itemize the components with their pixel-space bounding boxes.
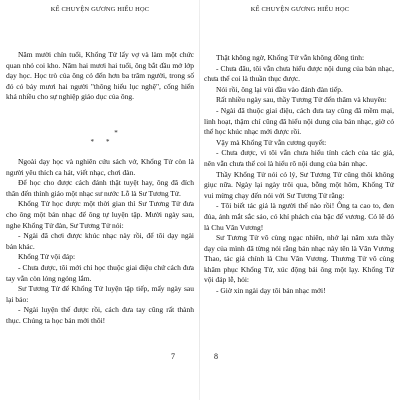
page-number-left: 7 <box>171 352 175 361</box>
paragraph: - Chưa được, tôi mới chỉ học thuộc giai điệu chứ cách đưa tay vẫn còn lóng ngóng lắm. <box>6 262 194 283</box>
paragraph: Sư Tương Tử để Khổng Tử luyện tập tiếp, mấy ngày sau lại bảo: <box>6 284 194 304</box>
paragraph: Khổng Tử học được một thời gian thì Sư Tương Tử đưa cho ông một bản nhạc để ông tự luyện tập. Mười ngày sau, nghe Khổng Tử đàn, Sư Tương Tử nói: <box>6 199 194 230</box>
section-ornament: ** <box>90 137 122 146</box>
paragraph: Ngoài dạy học và nghiên cứu sách vở, Khổng Tử còn là người yêu thích ca hát, viết nhạc, chơi đàn. <box>6 156 194 177</box>
right-page-body <box>204 53 394 297</box>
right-page <box>202 0 398 400</box>
paragraph: Nói rồi, ông lại vùi đầu vào đánh đàn tiếp. <box>216 84 343 94</box>
paragraph: - Ngài đã thuộc giai điệu, cách đưa tay cũng đã mềm mại, linh hoạt, thậm chí cũng đã hiểu nội dung của bản nhạc, giờ có thể học khúc nhạc mới được rồi. <box>204 105 394 137</box>
paragraph: Năm mười chín tuổi, Khổng Tử lấy vợ và làm một chức quan nhỏ coi kho. Năm hai mươi hai tuổi, ông bắt đầu mở lớp dạy học. Học trò của ông có đến hơn ba trăm người, trong số đó có bảy mươi hai người "thông hiểu lục nghệ", cống hiến khá nhiều cho sự nghiệp giáo dục của ông. <box>6 50 194 102</box>
paragraph: - Tôi biết tác giả là người thế nào rồi! Ông ta cao to, đen đủa, ánh mắt sắc sảo, có khí phách của bậc đế vương. Có lẽ đó là Chu Văn Vương! <box>204 201 394 232</box>
book-gutter <box>199 0 200 400</box>
paragraph: - Chưa đâu, tôi vẫn chưa hiểu được nội dung của bản nhạc, chưa thể coi là thuần thục được. <box>204 63 394 84</box>
running-head-right: KỂ CHUYỆN GƯƠNG HIẾU HỌC <box>250 6 350 13</box>
paragraph: Để học cho được cách đánh thật tuyệt hay, ông đã đích thân đến thỉnh giáo một nhạc sư nước Lỗ là Sư Tương Tử. <box>6 178 194 198</box>
paragraph: - Giờ xin ngài dạy tôi bản nhạc mới! <box>216 286 326 296</box>
paragraph: Thật không ngờ, Khổng Tử vẫn không đồng tình: <box>216 53 365 62</box>
running-head-left: KỂ CHUYỆN GƯƠNG HIẾU HỌC <box>50 6 150 13</box>
left-page <box>2 0 198 400</box>
paragraph: Khổng Tử vội đáp: <box>18 252 76 262</box>
paragraph: Sư Tương Tử vô cùng ngạc nhiên, nhớ lại năm xưa thầy dạy của mình đã từng nói rằng bản nhạc này tên là Văn Vương Thao, tác giả chính là Chu Văn Vương. Thương Tử vô cùng khâm phục Khổng Tử, xúc động bái ông một lạy. Khổng Tử vội đáp lễ, hỏi: <box>204 233 394 285</box>
left-page-body <box>6 50 194 326</box>
paragraph: Vậy mà Khổng Tử vẫn cương quyết: <box>216 137 327 147</box>
paragraph: Rất nhiều ngày sau, thầy Tương Tử đến thăm và khuyên: <box>216 95 387 105</box>
page-number-right: 8 <box>214 352 218 361</box>
paragraph: Thầy Khổng Tử nói có lý, Sư Tương Tử cũng thôi không giục nữa. Ngày lại ngày trôi qua, bỗng một hôm, Khổng Tử vui mừng chạy đến nói với Sư Tương Tử rằng: <box>204 169 394 200</box>
paragraph: - Ngài đã chơi được khúc nhạc này rồi, để tôi dạy ngài bản khác. <box>6 231 194 251</box>
section-ornament: * <box>114 128 118 137</box>
paragraph: - Chưa được, vì tôi vẫn chưa hiểu tính cách của tác giả, nên vẫn chưa thể coi là hiểu rõ nội dung của bản nhạc. <box>204 148 394 168</box>
paragraph: - Ngài luyện thế được rồi, cách đưa tay cũng rất thành thục. Chúng ta học bản mới thôi! <box>6 305 194 325</box>
